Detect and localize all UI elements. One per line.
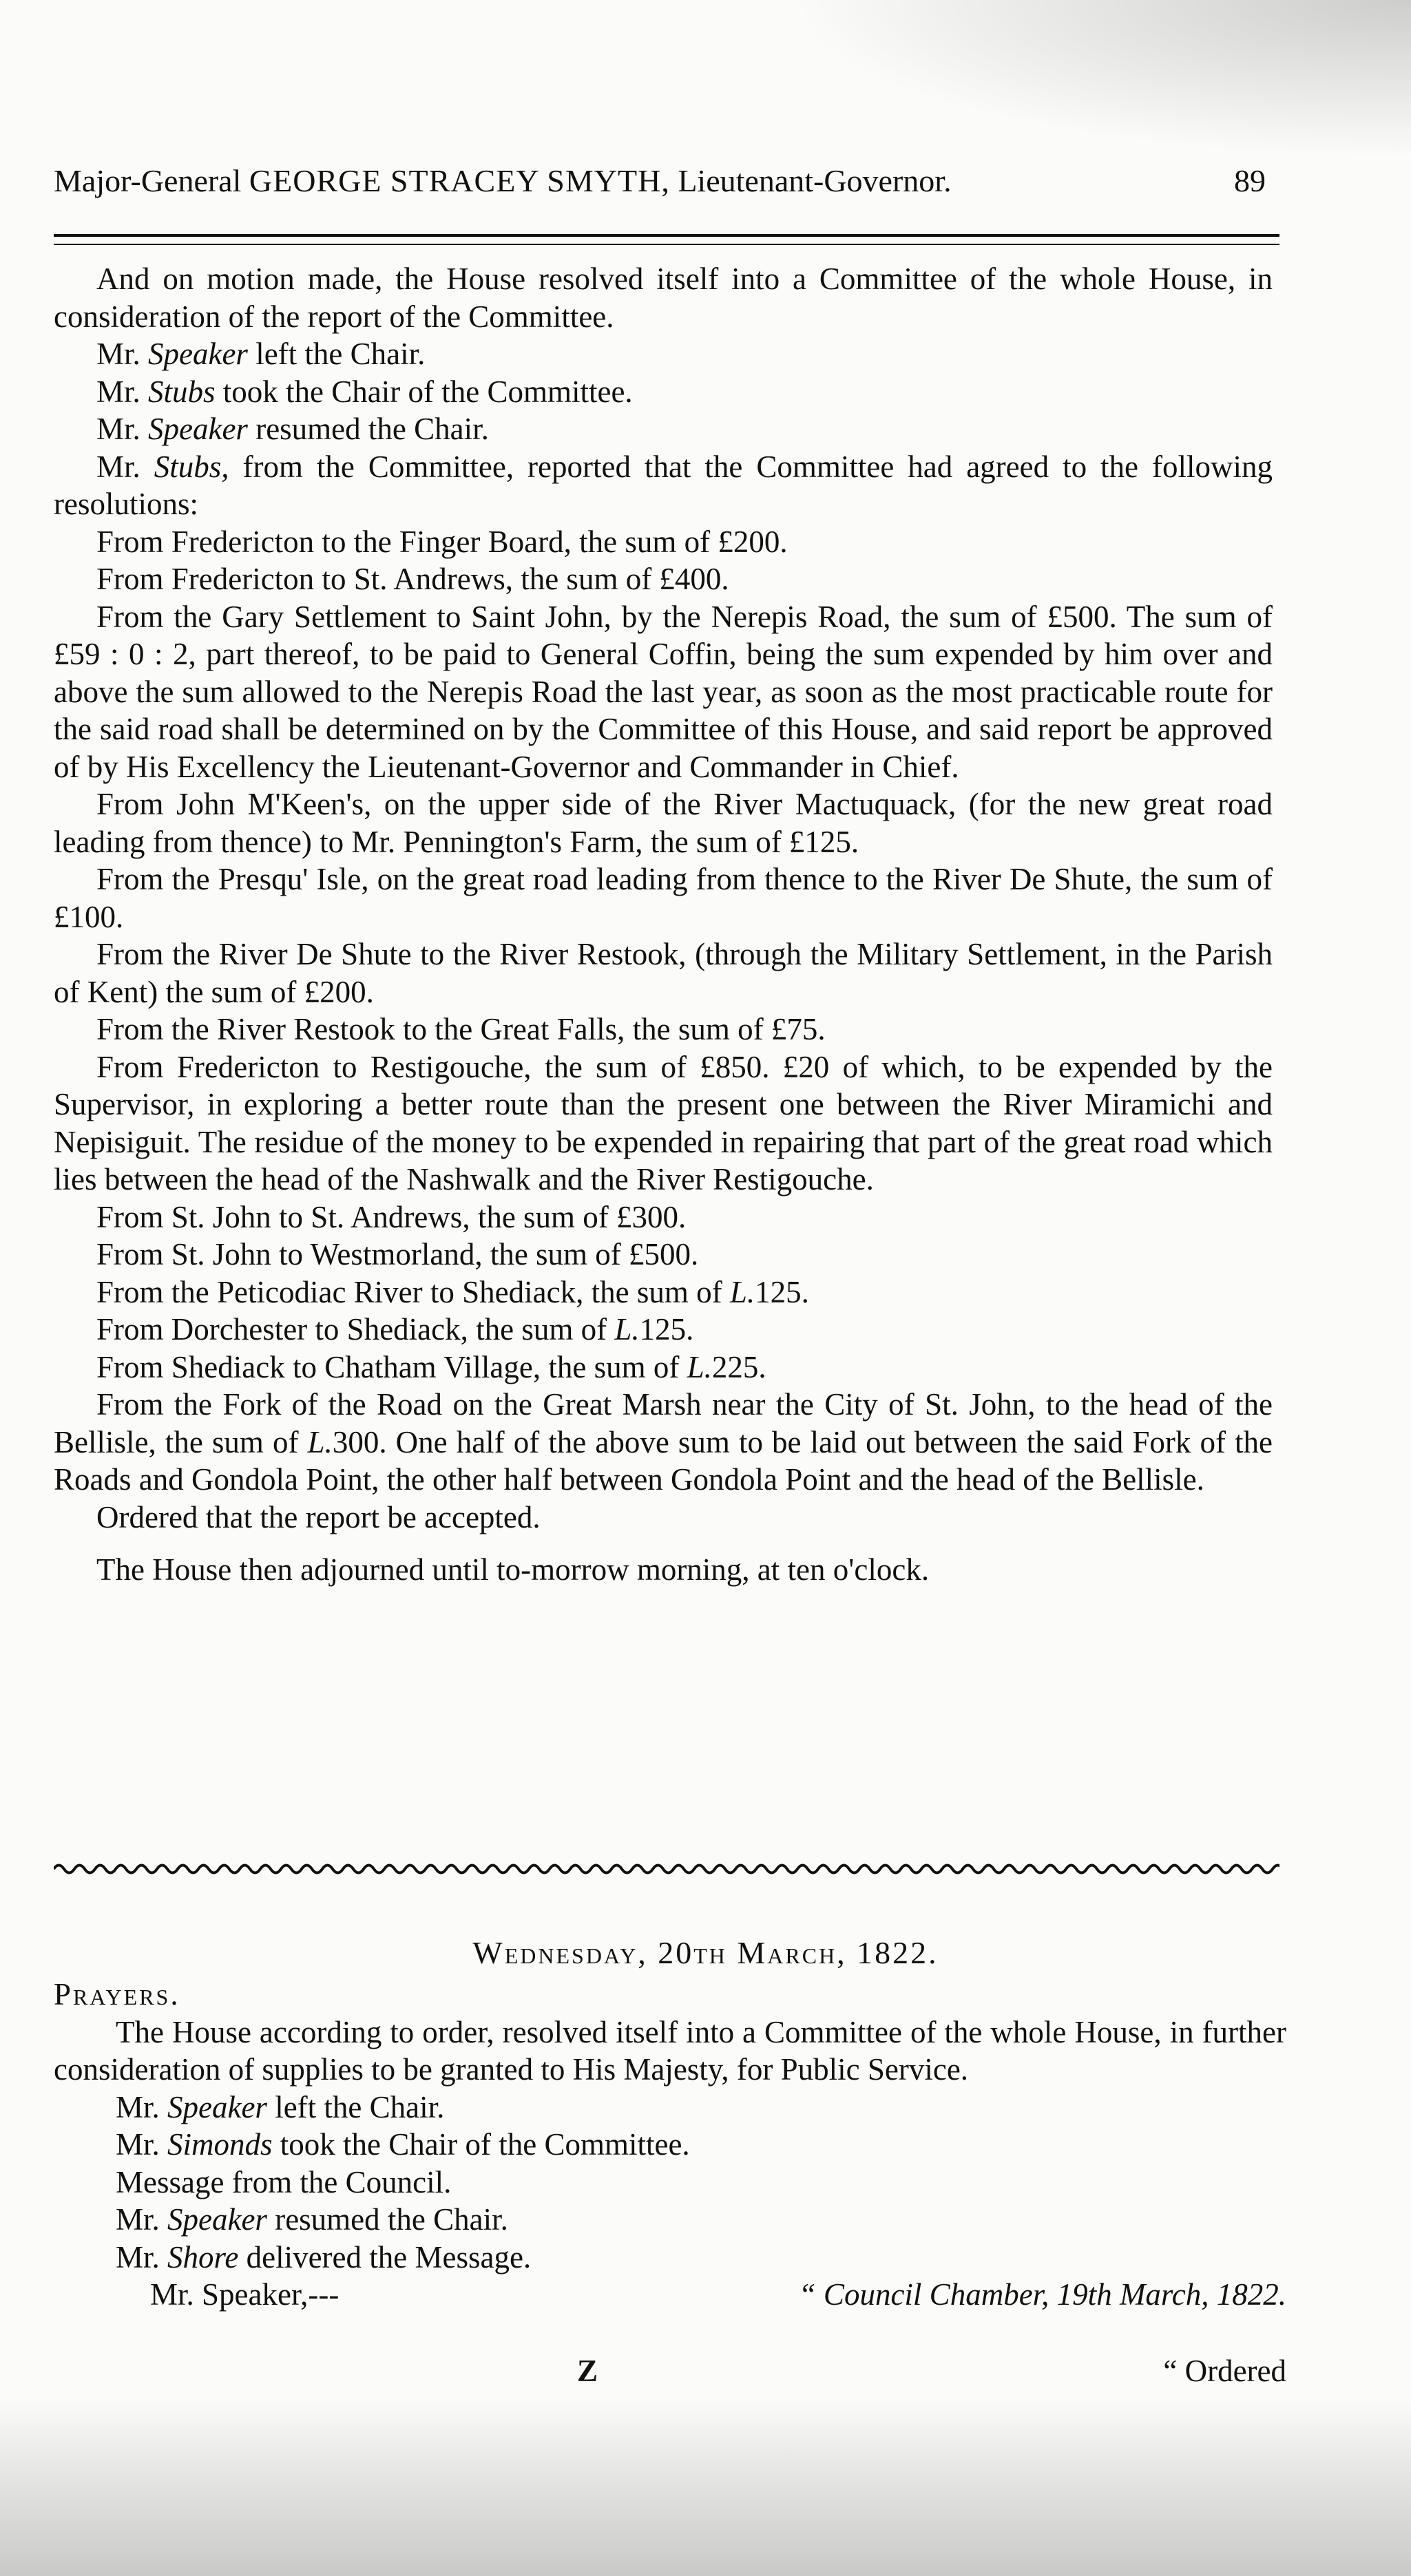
text-run: 225. (711, 1349, 766, 1384)
text-run: Mr. (96, 449, 154, 484)
text-run: From St. John to Westmorland, the sum of £500. (96, 1237, 699, 1271)
italic-run: L. (687, 1349, 712, 1384)
paragraph (54, 373, 1273, 411)
text-run: The House according to order, resolved itself into a Committee of the whole House, in further consideration of supplies to be granted to His Majesty, for Public Service. (54, 2014, 1286, 2087)
text-run: From St. John to St. Andrews, the sum of £300. (96, 1199, 687, 1234)
paragraph (54, 560, 1273, 598)
text-run: 125. (639, 1312, 694, 1347)
text-run: From Shediack to Chatham Village, the sum of (96, 1349, 687, 1384)
text-run: left the Chair. (266, 2089, 445, 2124)
text-run: took the Chair of the Committee. (215, 374, 633, 409)
paragraph (54, 2164, 1286, 2202)
text-run: 300. One half of the above sum to be laid out between the said Fork of the Roads and Gondola Point, the other half between Gondola Point and the head of the Bellisle. (54, 1424, 1273, 1497)
proceedings-section-2 (54, 1976, 1286, 2314)
text-run: Mr. (96, 337, 149, 371)
paragraph (54, 861, 1273, 936)
italic-run: Speaker (167, 2202, 267, 2237)
running-head-prefix: Major-General (54, 163, 242, 198)
paragraph (54, 1499, 1273, 1537)
text-run: From Fredericton to St. Andrews, the sum of £400. (96, 562, 729, 596)
italic-run: Stubs, (154, 449, 229, 484)
paragraph (54, 335, 1273, 373)
paragraph (54, 1551, 1273, 1589)
running-head-name: GEORGE STRACEY SMYTH, (249, 163, 670, 198)
page-footer (54, 2353, 1286, 2389)
scan-noise-bottom (0, 2397, 1411, 2576)
text-run: Message from the Council. (116, 2164, 452, 2199)
paragraph (54, 598, 1273, 786)
council-dateline: “ Council Chamber, 19th March, 1822. (798, 2277, 1286, 2312)
paragraph (54, 410, 1273, 448)
running-head-title (54, 162, 952, 199)
header-rule (54, 234, 1279, 245)
paragraph (54, 1311, 1273, 1349)
proceedings-section (54, 260, 1273, 1589)
italic-run: L. (614, 1312, 640, 1347)
text-run: From Dorchester to Shediack, the sum of (96, 1312, 615, 1347)
message-opening (54, 2276, 1286, 2314)
text-run: From the River Restook to the Great Falls, the sum of £75. (96, 1012, 826, 1046)
text-run: Ordered that the report be accepted. (96, 1499, 541, 1534)
text-run: From the River De Shute to the River Restook, (through the Military Settlement, in the Parish of Kent) the sum of £200. (54, 937, 1273, 1009)
paragraph (54, 2014, 1286, 2089)
text-run: From the Gary Settlement to Saint John, by the Nerepis Road, the sum of £500. The sum of £59 : 0 : 2, part thereof, to be paid to General Coffin, being the sum expended by him over and above the sum allowed to the Nerepis Road the last year, as soon as the most practicable route for the said road shall be determined on by the Committee of this House, and said report be approved of by His Excellency the Lieutenant-Governor and Commander in Chief. (54, 599, 1273, 784)
signature-mark: Z (577, 2354, 598, 2388)
text-run: From John M'Keen's, on the upper side of the River Mactuquack, (for the new great road leading from thence) to Mr. Pennington's Farm, the sum of £125. (54, 787, 1273, 859)
text-run: took the Chair of the Committee. (272, 2127, 690, 2162)
running-head-role: Lieutenant-Governor. (678, 163, 952, 198)
paragraph (54, 1349, 1273, 1386)
text-run: delivered the Message. (238, 2239, 532, 2274)
catchword: “ Ordered (1163, 2354, 1286, 2388)
italic-run: Stubs (148, 374, 216, 409)
text-run: From Fredericton to Restigouche, the sum of £850. £20 of which, to be expended by the Supervisor, in exploring a better route than the present one between the River Miramichi and Nepisiguit. The residue of the money to be expended in repairing that part of the great road which lies between the head of the Nashwalk and the River Restigouche. (54, 1049, 1273, 1196)
paragraph (54, 1048, 1273, 1199)
paragraph (54, 936, 1273, 1011)
italic-run: Simonds (167, 2127, 273, 2162)
italic-run: Speaker (148, 412, 248, 446)
paragraph (54, 523, 1273, 561)
paragraph (54, 2126, 1286, 2164)
italic-run: Speaker (167, 2089, 267, 2124)
scan-noise-top (791, 0, 1411, 158)
text-run: resumed the Chair. (266, 2202, 508, 2237)
paragraph (54, 2239, 1286, 2277)
text-run: resumed the Chair. (247, 412, 489, 446)
text-run: Mr. (116, 2127, 168, 2162)
salutation: Mr. Speaker,--- (150, 2277, 339, 2312)
italic-run: Speaker (148, 337, 248, 371)
paragraph (54, 785, 1273, 861)
italic-run: Shore (167, 2239, 239, 2274)
paragraph (54, 2089, 1286, 2126)
page-number: 89 (1234, 163, 1266, 198)
paragraph (54, 448, 1273, 523)
text-run: Mr. (116, 2089, 168, 2124)
text-run: And on motion made, the House resolved itself into a Committee of the whole House, in consideration of the report of the Committee. (54, 262, 1273, 334)
paragraph (54, 1386, 1273, 1499)
text-run: Mr. (96, 374, 149, 409)
paragraph (54, 1236, 1273, 1274)
text-run: From Fredericton to the Finger Board, the sum of £200. (96, 524, 788, 559)
paragraph (54, 1199, 1273, 1236)
italic-run: L. (729, 1274, 755, 1309)
text-run: left the Chair. (247, 337, 426, 371)
text-run: From the Presqu' Isle, on the great road leading from thence to the River De Shute, the sum of £100. (54, 862, 1273, 934)
prayers-heading: Prayers. (54, 1977, 180, 2012)
section2-paragraphs (54, 2014, 1286, 2277)
paragraph (54, 2201, 1286, 2239)
text-run: The House then adjourned until to-morrow morning, at ten o'clock. (96, 1552, 930, 1587)
text-run: From the Peticodiac River to Shediack, the sum of (96, 1274, 730, 1309)
wavy-divider (54, 1859, 1279, 1879)
text-run: Mr. (116, 2239, 168, 2274)
text-run: From the Fork of the Road on the Great Marsh near the City of St. John, to the head of the Bellisle, the sum of (54, 1387, 1273, 1459)
text-run: Mr. (116, 2202, 168, 2237)
text-run: 125. (755, 1274, 809, 1309)
text-run: Mr. (96, 412, 149, 446)
paragraph (54, 260, 1273, 335)
date-heading: Wednesday, 20th March, 1822. (472, 1935, 939, 1970)
text-run: from the Committee, reported that the Committee had agreed to the following resolutions: (54, 449, 1273, 521)
running-head (54, 162, 1266, 199)
paragraph (54, 1274, 1273, 1311)
italic-run: L. (307, 1424, 333, 1459)
paragraph (54, 1011, 1273, 1048)
